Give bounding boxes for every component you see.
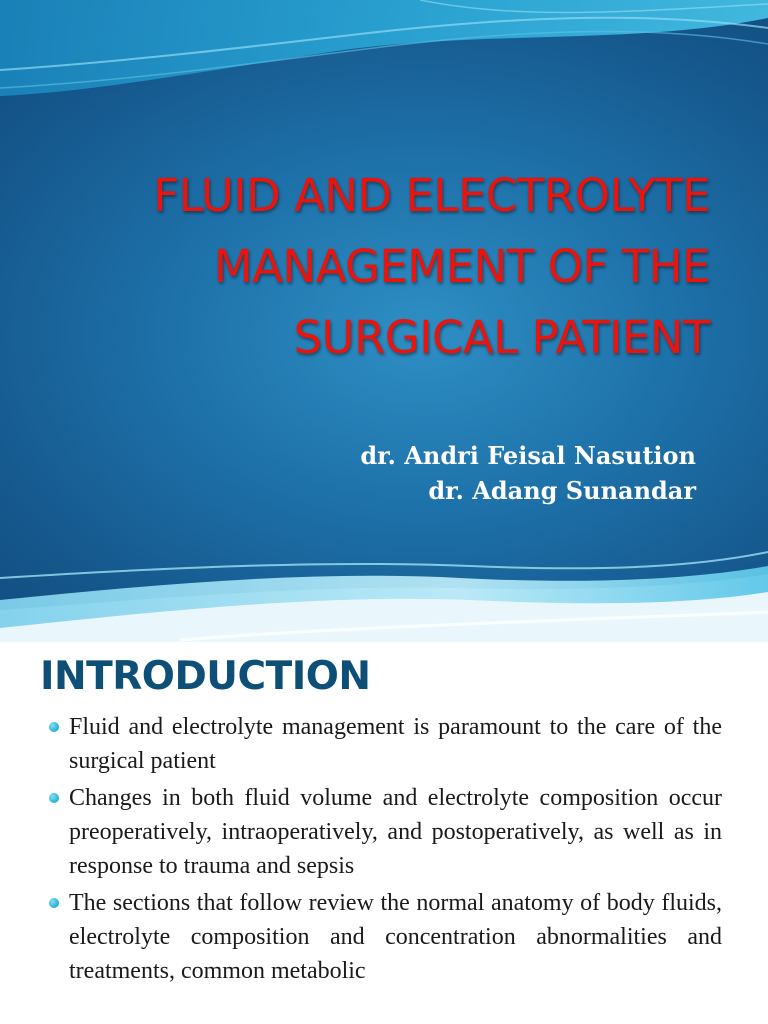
introduction-slide (0, 642, 768, 1024)
intro-heading: INTRODUCTION (40, 654, 371, 699)
bullet-text: Fluid and electrolyte management is paramount to the care of the surgical patient (69, 714, 722, 774)
bullet-item (0, 710, 768, 778)
author-2: dr. Adang Sunandar (428, 476, 696, 505)
bullet-text: The sections that follow review the normal anatomy of body fluids, electrolyte composition and concentration abnormalities and treatments, common metabolic (69, 890, 722, 984)
authors (360, 438, 696, 508)
slide-title (60, 160, 710, 373)
title-line-3: SURGICAL PATIENT (293, 311, 710, 364)
bullet-icon (49, 793, 59, 803)
title-line-2: MANAGEMENT OF THE (213, 240, 710, 293)
bullet-item (0, 886, 768, 988)
bullet-list (0, 710, 768, 991)
bullet-icon (49, 898, 59, 908)
title-line-1: FLUID AND ELECTROLYTE (153, 169, 710, 222)
bullet-item (0, 781, 768, 883)
author-1: dr. Andri Feisal Nasution (360, 441, 696, 470)
bullet-text: Changes in both fluid volume and electrolyte composition occur preoperatively, intraoperatively, and postoperatively, as well as in response to trauma and sepsis (69, 785, 722, 879)
bullet-icon (49, 722, 59, 732)
